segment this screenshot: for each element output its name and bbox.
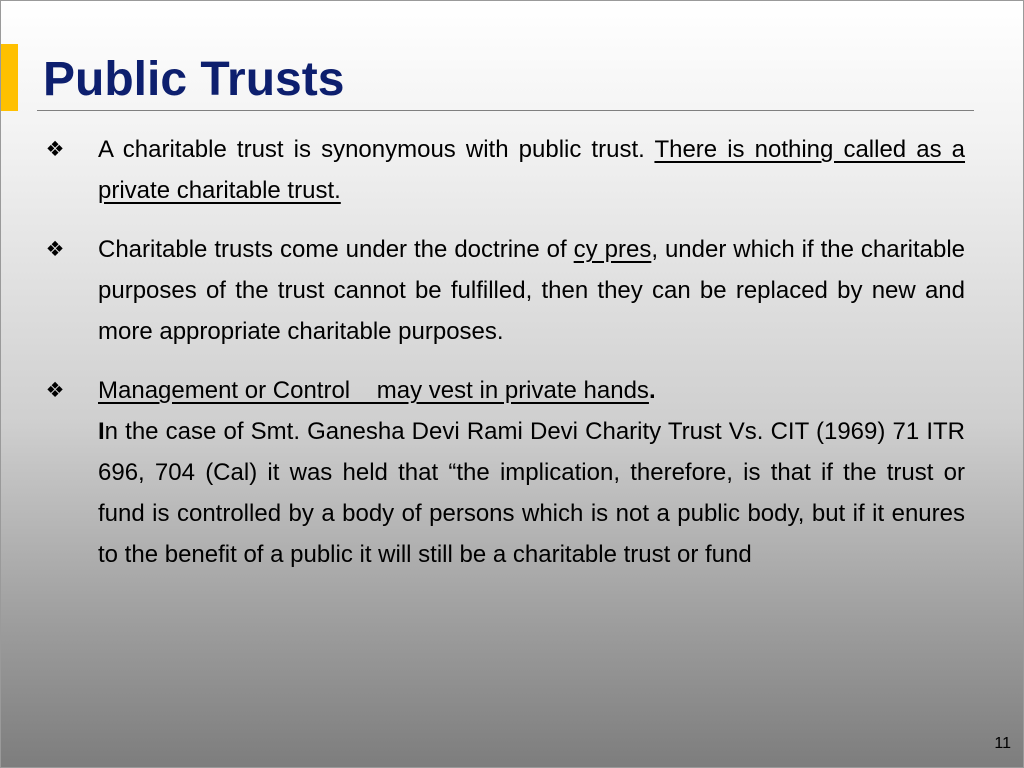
bullet-3-bold-initial: I (98, 418, 105, 445)
bullet-3-underlined-heading: Management or Control may vest in private hands (98, 377, 649, 404)
bullet-1-text: A charitable trust is synonymous with public trust. (98, 136, 655, 163)
four-diamond-asterisk-icon: ❖ (45, 237, 65, 261)
bullet-1-underlined-text: There is nothing called as a private charitable trust. (98, 136, 966, 204)
bullet-item-3 (43, 370, 965, 575)
four-diamond-asterisk-icon: ❖ (45, 378, 65, 402)
slide-title: Public Trusts (43, 53, 345, 106)
bullet-3-case-text: n the case of Smt. Ganesha Devi Rami Devi Charity Trust Vs. CIT (1969) 71 ITR 696, 704 (Cal) it was held that “the implication, therefore, is that if the trust or fund is controlled by a body of persons which is not a public body, but if it enures to the benefit of a public it will still be a charitable trust or fund (98, 418, 965, 568)
title-accent-bar (1, 44, 18, 111)
bullet-2-text-start: Charitable trusts come under the doctrine of (98, 236, 574, 263)
bullet-3-bold-period: . (648, 377, 656, 404)
bullet-list (43, 129, 965, 593)
four-diamond-asterisk-icon: ❖ (45, 137, 65, 161)
bullet-item-1 (43, 129, 965, 211)
page-number: 11 (994, 735, 1011, 752)
title-divider (37, 110, 974, 111)
bullet-2-text-end: , under which if the charitable purposes of the trust cannot be fulfilled, then they can be replaced by new and more appropriate charitable purposes. (98, 236, 965, 345)
bullet-2-cy-pres-term: cy pres (573, 236, 652, 263)
bullet-item-2 (43, 229, 965, 352)
